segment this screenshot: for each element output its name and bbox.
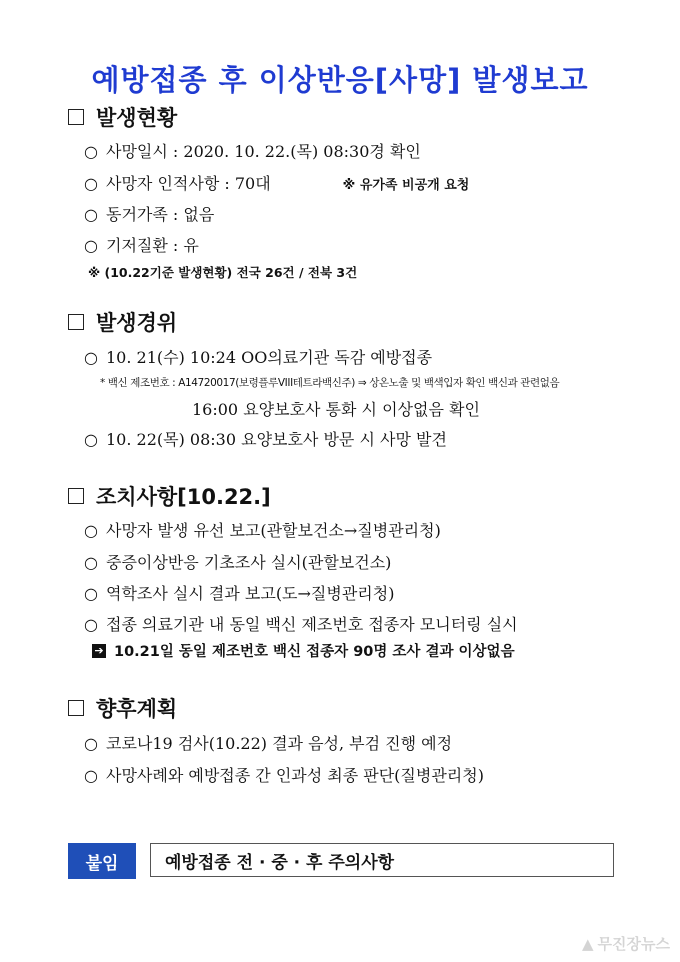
page-title: 예방접종 후 이상반응[사망] 발생보고 bbox=[91, 63, 589, 97]
checkbox-square-icon bbox=[68, 488, 84, 504]
list-item: ○ 10. 22(목) 08:30 요양보호사 방문 시 사망 발견 bbox=[84, 430, 447, 449]
section-heading-status bbox=[68, 102, 177, 132]
result-item: ➔ 10.21일 동일 제조번호 백신 접종자 90명 조사 결과 이상없음 bbox=[92, 640, 515, 661]
footnote: ※ (10.22기준 발생현황) 전국 26건 / 전북 3건 bbox=[88, 265, 358, 280]
section-title: 조치사항[10.22.] bbox=[96, 485, 271, 509]
annex-title: 예방접종 전 · 중 · 후 주의사항 bbox=[150, 843, 614, 877]
checkbox-square-icon bbox=[68, 700, 84, 716]
section-title: 향후계획 bbox=[96, 697, 178, 721]
circle-bullet-icon: ○ bbox=[84, 553, 98, 572]
list-item: ○ 사망자 인적사항 : 70대 ※ 유가족 비공개 요청 bbox=[84, 174, 470, 193]
section-heading-plan bbox=[68, 693, 177, 723]
circle-bullet-icon: ○ bbox=[84, 236, 98, 255]
circle-bullet-icon: ○ bbox=[84, 174, 98, 193]
private-note: ※ 유가족 비공개 요청 bbox=[342, 178, 470, 193]
section-title: 발생현황 bbox=[96, 106, 178, 130]
list-item: ○ 사망일시 : 2020. 10. 22.(목) 08:30경 확인 bbox=[84, 142, 421, 161]
list-item: ○ 역학조사 실시 결과 보고(도→질병관리청) bbox=[84, 584, 395, 603]
annex-label: 붙임 bbox=[68, 843, 136, 879]
list-item: ○ 접종 의료기관 내 동일 백신 제조번호 접종자 모니터링 실시 bbox=[84, 615, 518, 634]
vaccine-note: * 백신 제조번호 : A14720017(보령플루VIII테트라백신주) ⇒ 상온노출 및 백색입자 확인 백신과 관련없음 bbox=[100, 377, 560, 389]
circle-bullet-icon: ○ bbox=[84, 615, 98, 634]
mountain-logo-icon: ▲ bbox=[582, 934, 594, 953]
checkbox-square-icon bbox=[68, 109, 84, 125]
circle-bullet-icon: ○ bbox=[84, 348, 98, 367]
list-item: ○ 10. 21(수) 10:24 OO의료기관 독감 예방접종 bbox=[84, 348, 433, 367]
circle-bullet-icon: ○ bbox=[84, 521, 98, 540]
list-item: ○ 사망사례와 예방접종 간 인과성 최종 판단(질병관리청) bbox=[84, 766, 484, 785]
arrow-right-icon: ➔ bbox=[92, 644, 106, 658]
list-item: ○ 기저질환 : 유 bbox=[84, 236, 199, 255]
list-item: ○ 중증이상반응 기초조사 실시(관할보건소) bbox=[84, 553, 392, 572]
checkbox-square-icon bbox=[68, 314, 84, 330]
list-item: ○ 사망자 발생 유선 보고(관할보건소→질병관리청) bbox=[84, 521, 441, 540]
section-heading-actions bbox=[68, 481, 271, 511]
circle-bullet-icon: ○ bbox=[84, 205, 98, 224]
circle-bullet-icon: ○ bbox=[84, 584, 98, 603]
circle-bullet-icon: ○ bbox=[84, 430, 98, 449]
circle-bullet-icon: ○ bbox=[84, 734, 98, 753]
list-item: ○ 동거가족 : 없음 bbox=[84, 205, 215, 224]
section-heading-history bbox=[68, 307, 177, 337]
watermark: ▲ 무진장뉴스 bbox=[582, 934, 670, 953]
circle-bullet-icon: ○ bbox=[84, 766, 98, 785]
circle-bullet-icon: ○ bbox=[84, 142, 98, 161]
list-item: ○ 코로나19 검사(10.22) 결과 음성, 부검 진행 예정 bbox=[84, 734, 453, 753]
list-item: 16:00 요양보호사 통화 시 이상없음 확인 bbox=[192, 400, 480, 419]
section-title: 발생경위 bbox=[96, 311, 178, 335]
